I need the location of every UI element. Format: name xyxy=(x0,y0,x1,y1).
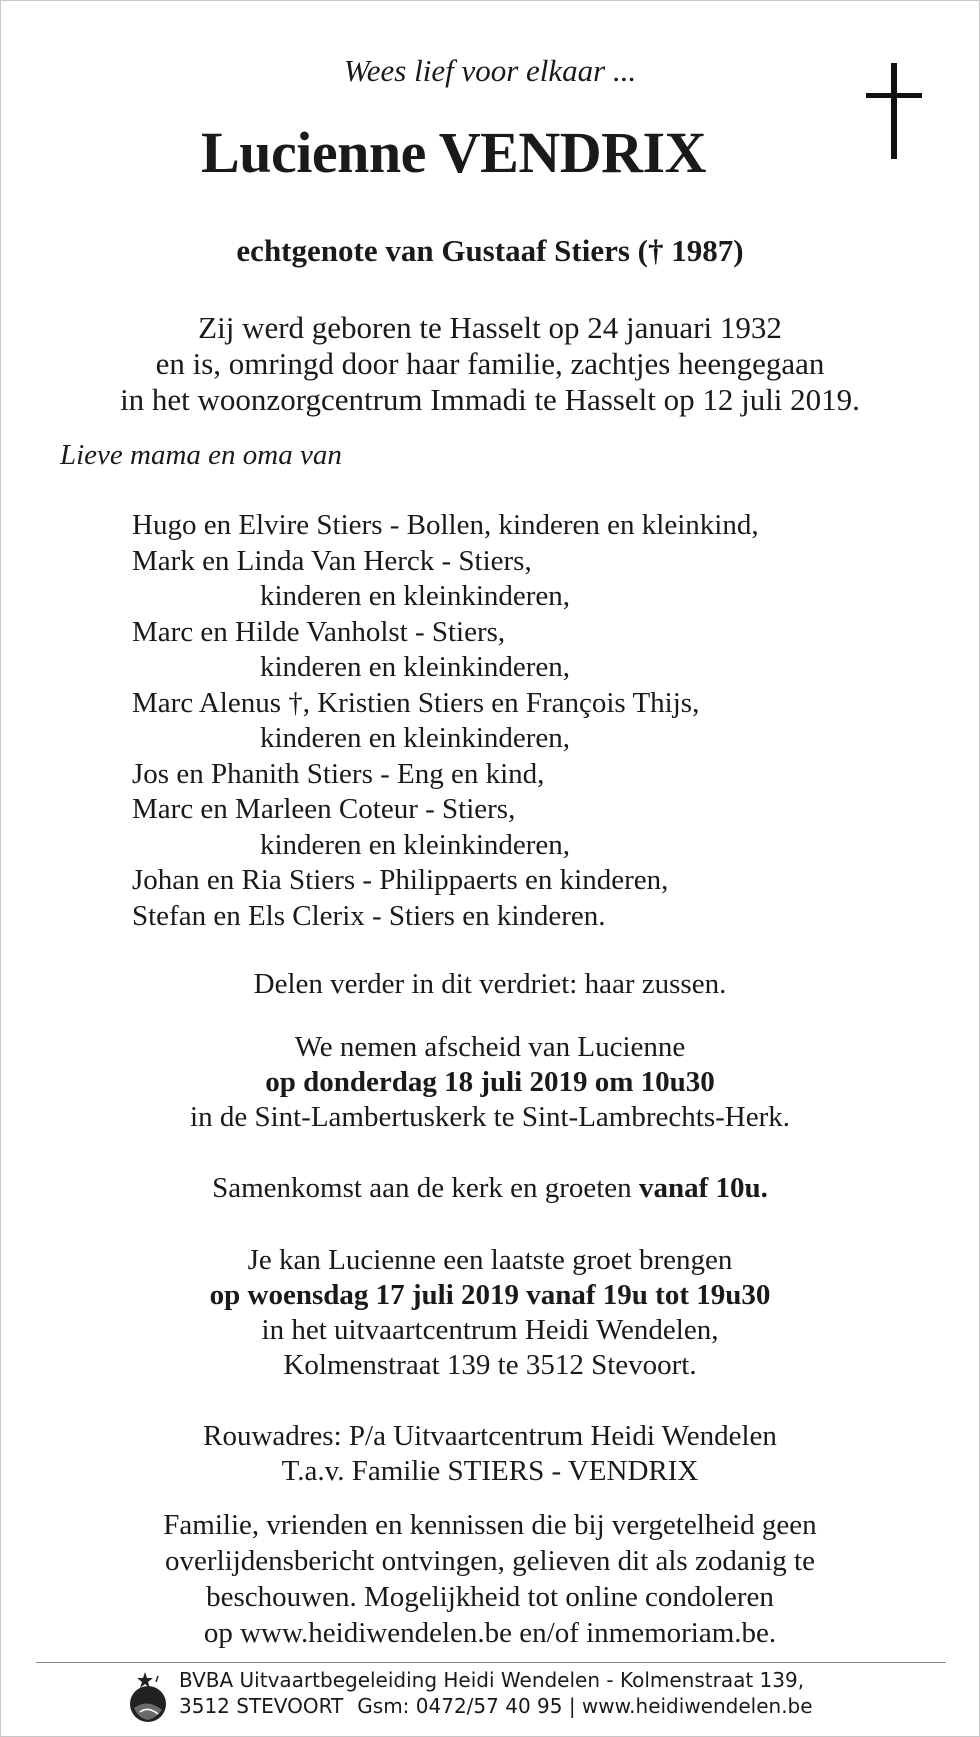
farewell-location: in de Sint-Lambertuskerk te Sint-Lambrechts-Herk. xyxy=(190,1101,790,1133)
notice-block xyxy=(1,1507,979,1651)
notice-line: beschouwen. Mogelijkheid tot online condoleren xyxy=(206,1581,774,1613)
family-intro: Lieve mama en oma van xyxy=(60,439,342,471)
visit-date: op woensdag 17 juli 2019 vanaf 19u tot 19u30 xyxy=(209,1279,771,1311)
family-line: Hugo en Elvire Stiers - Bollen, kinderen en kleinkind, xyxy=(132,509,759,541)
visitation-block xyxy=(1,1243,979,1383)
footer-divider xyxy=(36,1662,946,1663)
biography xyxy=(1,310,979,418)
funeral-home-logo-icon xyxy=(126,1668,170,1726)
family-line: kinderen en kleinkinderen, xyxy=(260,651,571,683)
family-line: kinderen en kleinkinderen, xyxy=(260,580,571,612)
visit-location: in het uitvaartcentrum Heidi Wendelen, xyxy=(261,1314,719,1346)
siblings-line: Delen verder in dit verdriet: haar zussen. xyxy=(253,968,727,1000)
footer-contact: Gsm: 0472/57 40 95 | www.heidiwendelen.be xyxy=(357,1694,813,1718)
family-line: Stefan en Els Clerix - Stiers en kinderen. xyxy=(132,899,606,932)
family-line: Marc Alenus †, Kristien Stiers en François Thijs, xyxy=(132,686,700,719)
notice-line: overlijdensbericht ontvingen, gelieven dit als zodanig te xyxy=(165,1545,815,1577)
family-list xyxy=(132,508,759,934)
visit-line: Je kan Lucienne een laatste groet brengen xyxy=(247,1244,733,1276)
deceased-name: Lucienne VENDRIX xyxy=(201,120,706,185)
footer-contact-line xyxy=(179,1693,813,1719)
gathering-time: vanaf 10u. xyxy=(638,1172,768,1204)
footer-company: BVBA Uitvaartbegeleiding Heidi Wendelen - Kolmenstraat 139, xyxy=(179,1668,805,1692)
farewell-line: We nemen afscheid van Lucienne xyxy=(294,1031,686,1063)
bio-line: en is, omringd door haar familie, zachtjes heengegaan xyxy=(155,346,825,381)
address-line: T.a.v. Familie STIERS - VENDRIX xyxy=(281,1455,699,1487)
family-line: Mark en Linda Van Herck - Stiers, xyxy=(132,544,532,577)
family-line: Marc en Hilde Vanholst - Stiers, xyxy=(132,615,506,648)
bio-line: in het woonzorgcentrum Immadi te Hasselt op 12 juli 2019. xyxy=(120,382,860,417)
cross-icon xyxy=(866,63,922,159)
notice-line: op www.heidiwendelen.be en/of inmemoriam.be. xyxy=(203,1617,777,1649)
family-line: kinderen en kleinkinderen, xyxy=(260,828,571,861)
notice-line: Familie, vrienden en kennissen die bij vergetelheid geen xyxy=(163,1509,817,1541)
family-line: Jos en Phanith Stiers - Eng en kind, xyxy=(132,757,545,790)
gathering-line: Samenkomst aan de kerk en groeten vanaf 10u. xyxy=(212,1172,768,1204)
farewell-date: op donderdag 18 juli 2019 om 10u30 xyxy=(265,1066,715,1098)
footer-city: 3512 STEVOORT xyxy=(179,1694,344,1718)
mourning-address xyxy=(1,1419,979,1489)
spouse-line: echtgenote van Gustaaf Stiers († 1987) xyxy=(236,233,744,268)
bio-line: Zij werd geboren te Hasselt op 24 januari 1932 xyxy=(198,310,782,345)
farewell-block xyxy=(1,1030,979,1135)
address-line: Rouwadres: P/a Uitvaartcentrum Heidi Wendelen xyxy=(203,1420,777,1452)
family-line: Marc en Marleen Coteur - Stiers, xyxy=(132,793,516,825)
family-line: kinderen en kleinkinderen, xyxy=(260,722,571,754)
visit-street: Kolmenstraat 139 te 3512 Stevoort. xyxy=(283,1349,697,1381)
motto: Wees lief voor elkaar ... xyxy=(343,53,637,88)
footer-text xyxy=(179,1667,813,1719)
family-line: Johan en Ria Stiers - Philippaerts en kinderen, xyxy=(132,864,669,896)
